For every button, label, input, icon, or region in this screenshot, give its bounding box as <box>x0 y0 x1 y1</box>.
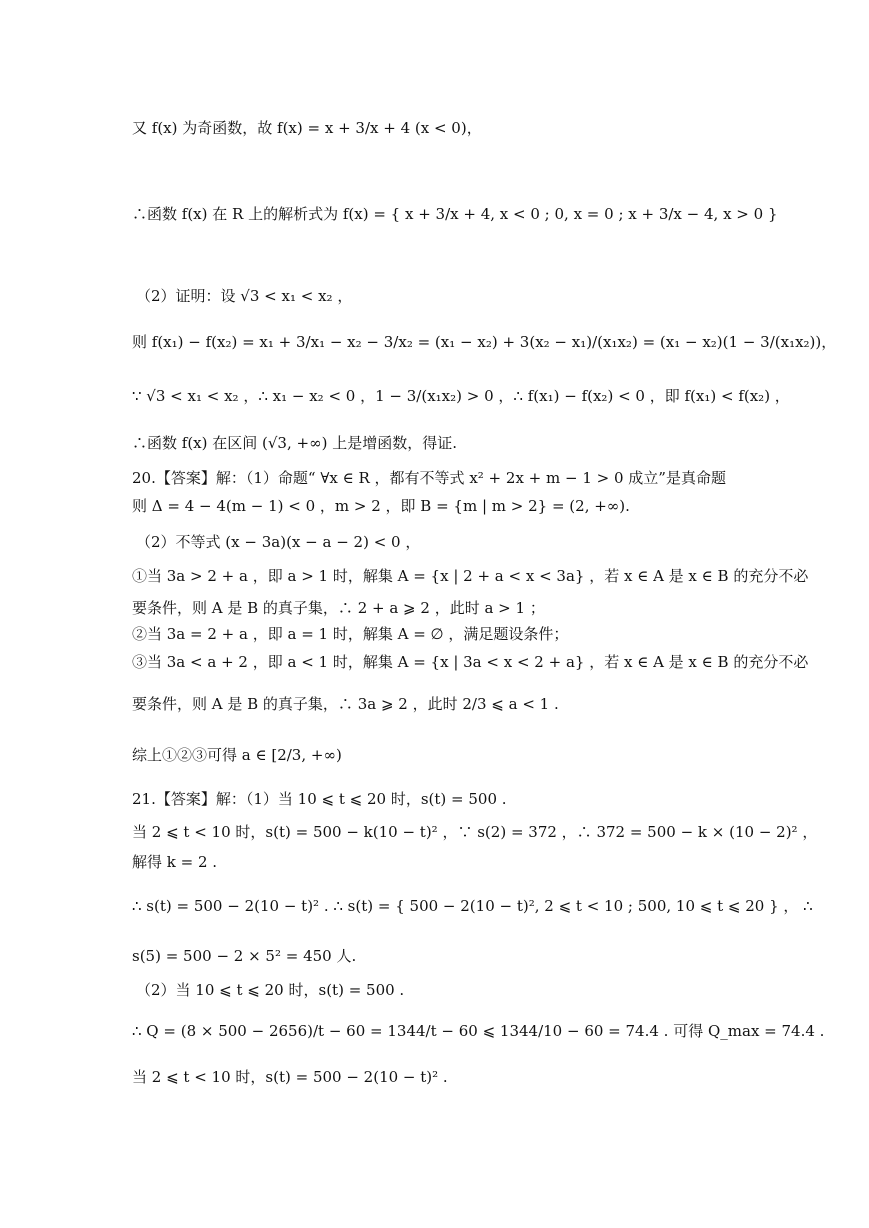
text-line-2: ∴函数 f(x) 在 R 上的解析式为 f(x) = { x + 3/x + 4, x < 0 ; 0, x = 0 ; x + 3/x − 4, x > 0 } <box>132 205 778 223</box>
text-line-22: ∴ Q = (8 × 500 − 2656)/t − 60 = 1344/t − 60 ⩽ 1344/10 − 60 = 74.4 . 可得 Q_max = 74.4 . <box>132 1022 825 1040</box>
text-line-16: 21.【答案】解：（1）当 10 ⩽ t ⩽ 20 时，s(t) = 500 . <box>132 790 507 808</box>
text-line-18: 解得 k = 2 . <box>132 853 218 871</box>
text-line-20: s(5) = 500 − 2 × 5² = 450 人. <box>132 947 357 965</box>
text-line-8: 则 Δ = 4 − 4(m − 1) < 0 ，m > 2 ，即 B = {m | m > 2} = (2, +∞). <box>132 497 630 515</box>
text-line-23: 当 2 ⩽ t < 10 时，s(t) = 500 − 2(10 − t)² . <box>132 1068 448 1086</box>
text-line-9: （2）不等式 (x − 3a)(x − a − 2) < 0 ， <box>136 533 421 551</box>
text-line-14: 要条件，则 A 是 B 的真子集，∴ 3a ⩾ 2 ，此时 2/3 ⩽ a < 1 . <box>132 695 559 713</box>
text-line-3: （2）证明：设 √3 < x₁ < x₂ ， <box>136 287 353 305</box>
text-line-19: ∴ s(t) = 500 − 2(10 − t)² . ∴ s(t) = { 500 − 2(10 − t)², 2 ⩽ t < 10 ; 500, 10 ⩽ t ⩽ 20 } ， ∴ <box>132 897 813 915</box>
text-line-4: 则 f(x₁) − f(x₂) = x₁ + 3/x₁ − x₂ − 3/x₂ = (x₁ − x₂) + 3(x₂ − x₁)/(x₁x₂) = (x₁ − x₂)(1 − 3/(x₁x₂))， <box>132 333 837 351</box>
text-line-10: ①当 3a > 2 + a ，即 a > 1 时，解集 A = {x | 2 + a < x < 3a} ，若 x ∈ A 是 x ∈ B 的充分不必 <box>132 567 809 585</box>
text-line-1: 又 f(x) 为奇函数，故 f(x) = x + 3/x + 4 (x < 0)， <box>132 119 482 137</box>
text-line-13: ③当 3a < a + 2 ，即 a < 1 时，解集 A = {x | 3a < x < 2 + a} ，若 x ∈ A 是 x ∈ B 的充分不必 <box>132 653 809 671</box>
text-line-7: 20.【答案】解：（1）命题“ ∀x ∈ R ，都有不等式 x² + 2x + m − 1 > 0 成立”是真命题 <box>132 469 726 487</box>
text-line-12: ②当 3a = 2 + a ，即 a = 1 时，解集 A = ∅ ，满足题设条件； <box>132 625 569 643</box>
text-line-15: 综上①②③可得 a ∈ [2/3, +∞) <box>132 746 342 764</box>
text-line-17: 当 2 ⩽ t < 10 时，s(t) = 500 − k(10 − t)² ，∵ s(2) = 372 ，∴ 372 = 500 − k × (10 − 2)² ， <box>132 823 818 841</box>
text-line-21: （2）当 10 ⩽ t ⩽ 20 时，s(t) = 500 . <box>136 981 405 999</box>
text-line-5: ∵ √3 < x₁ < x₂ ，∴ x₁ − x₂ < 0 ，1 − 3/(x₁x₂) > 0 ，∴ f(x₁) − f(x₂) < 0 ，即 f(x₁) < f(x₂) ， <box>132 387 790 405</box>
text-line-11: 要条件，则 A 是 B 的真子集，∴ 2 + a ⩾ 2 ，此时 a > 1 ； <box>132 599 545 617</box>
text-line-6: ∴函数 f(x) 在区间 (√3, +∞) 上是增函数，得证. <box>132 434 457 452</box>
